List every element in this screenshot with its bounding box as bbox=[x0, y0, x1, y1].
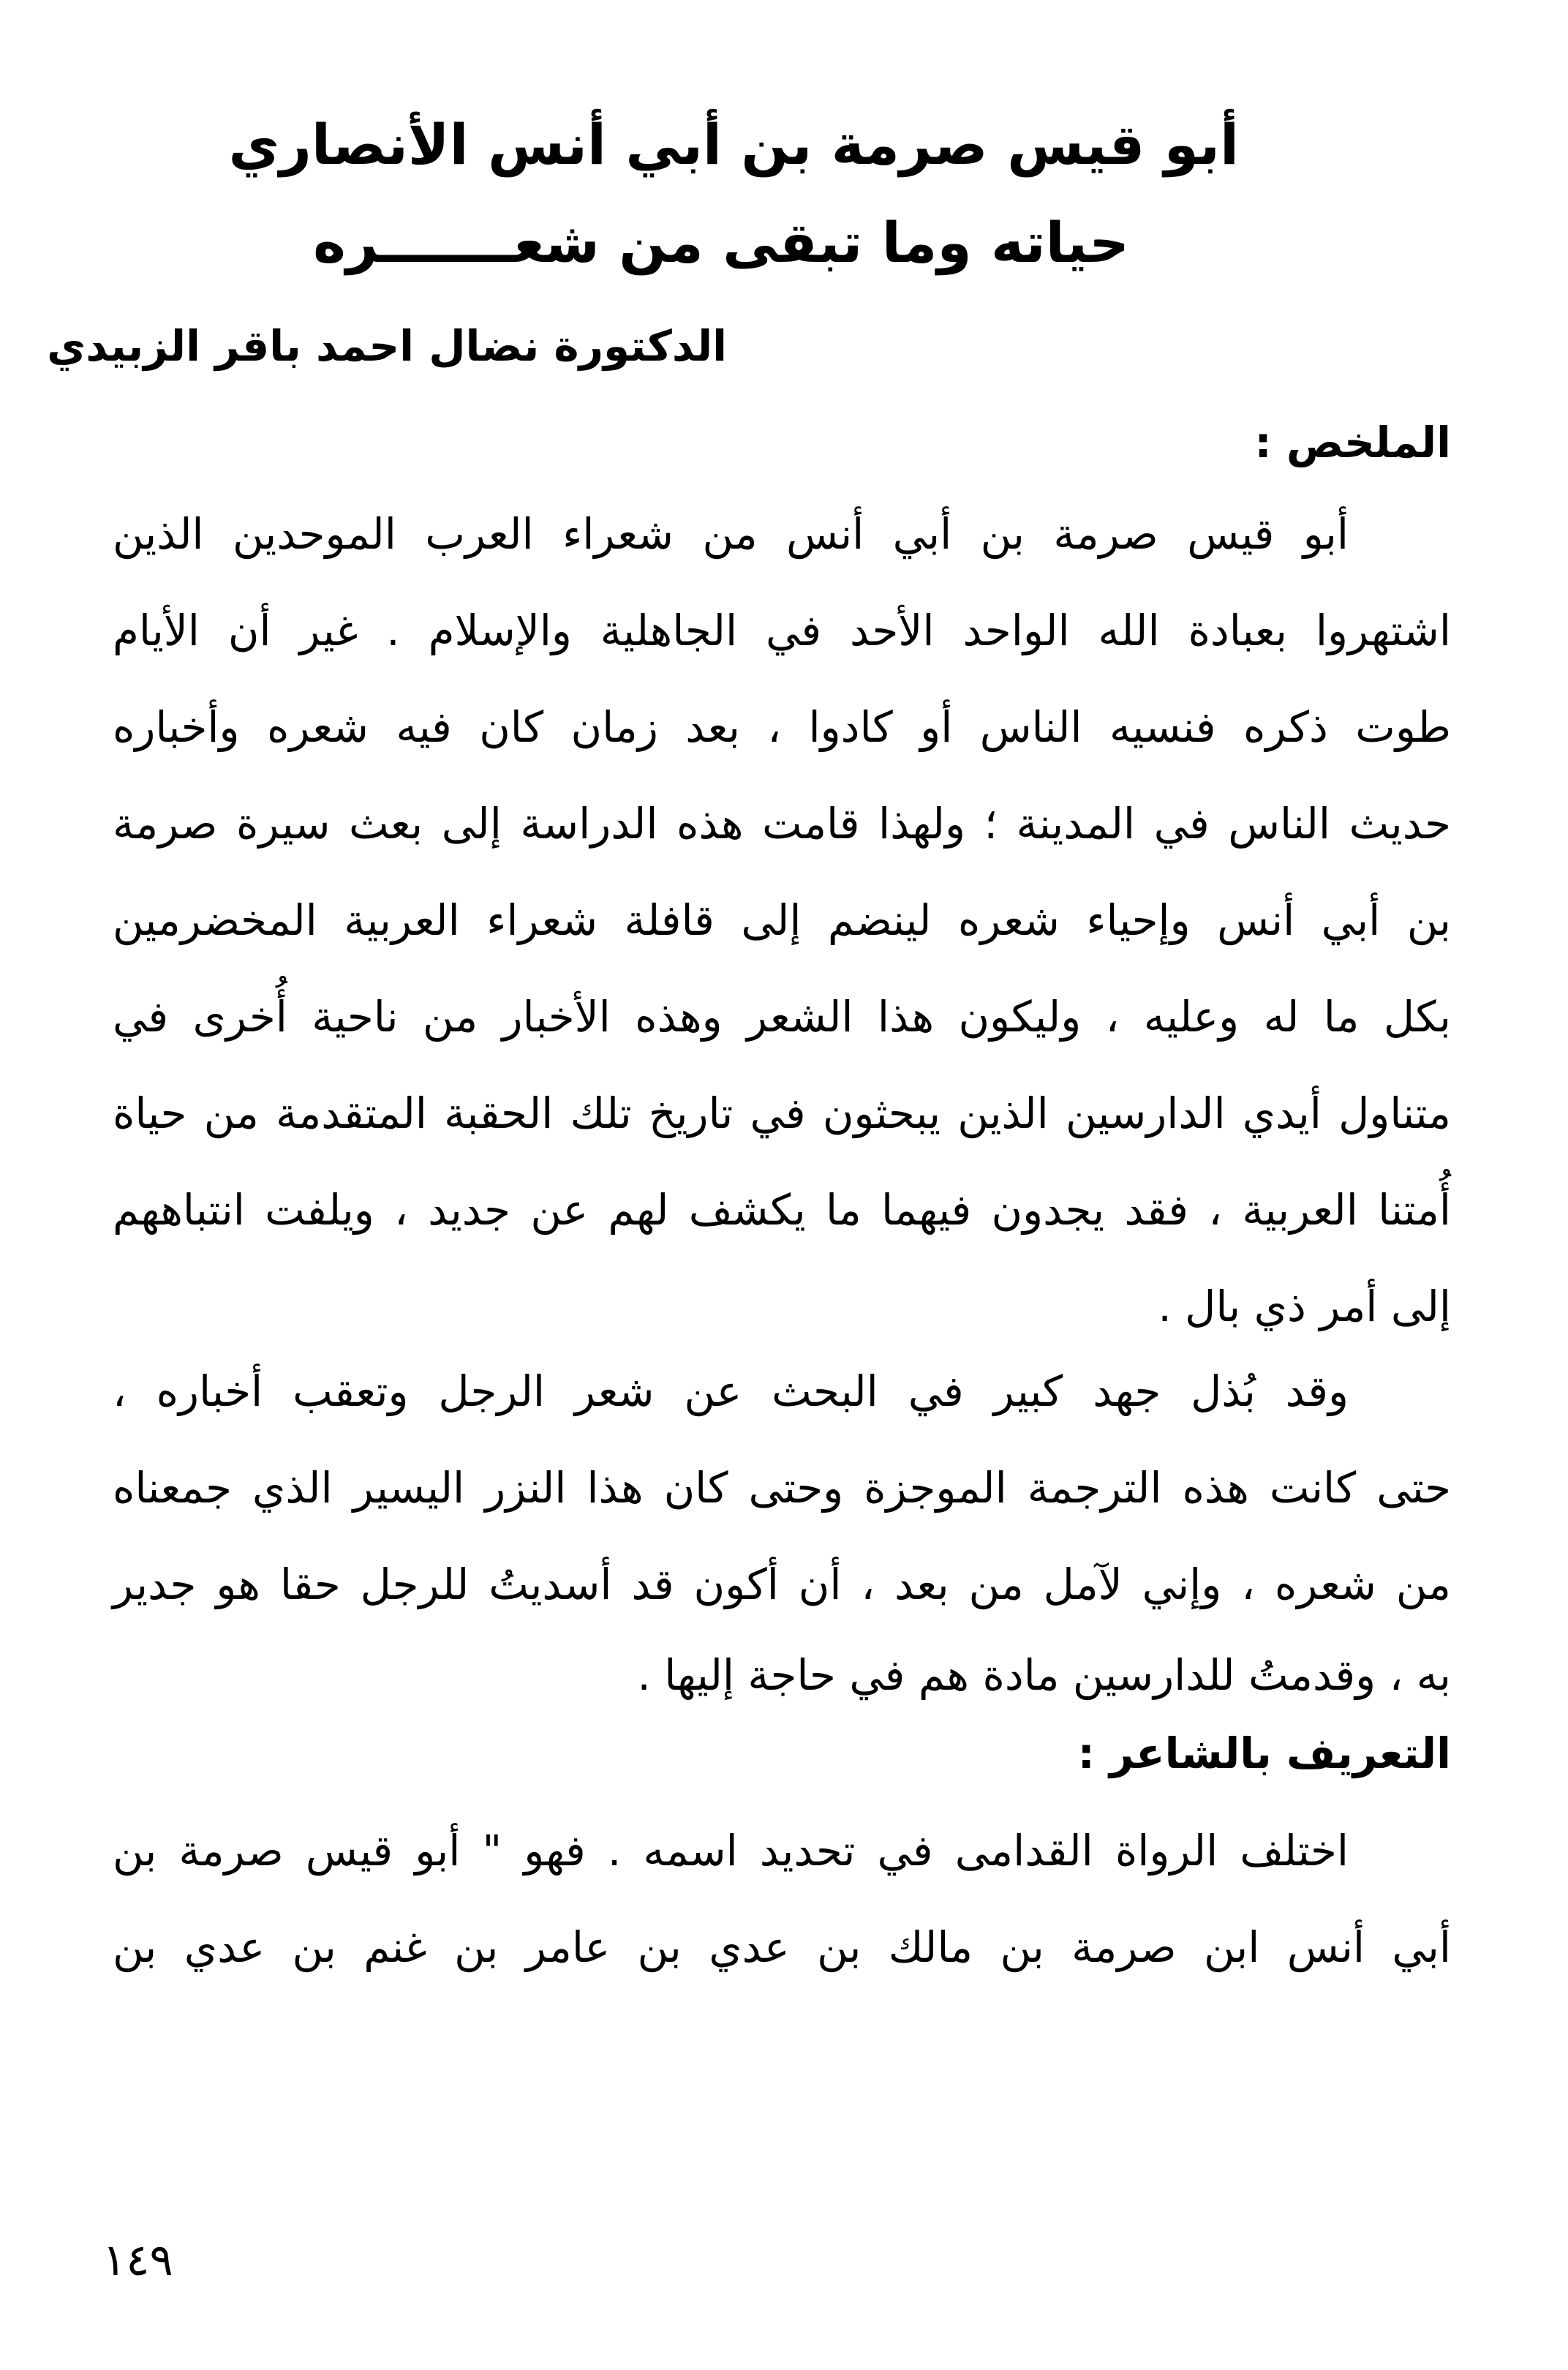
article-title: أبو قيس صرمة بن أبي أنس الأنصاري bbox=[228, 112, 1239, 177]
text-line: من شعره ، وإني لآمل من بعد ، أن أكون قد أسديتُ للرجل حقا هو جدير bbox=[113, 1560, 1451, 1609]
author-name: الدكتورة نضال احمد باقر الزبيدي bbox=[47, 321, 727, 371]
text-line: إلى أمر ذي بال . bbox=[1158, 1282, 1451, 1331]
text-line: طوت ذكره فنسيه الناس أو كادوا ، بعد زمان كان فيه شعره وأخباره bbox=[113, 702, 1451, 752]
text-line: حديث الناس في المدينة ؛ ولهذا قامت هذه الدراسة إلى بعث سيرة صرمة bbox=[113, 799, 1451, 849]
text-line: أُمتنا العربية ، فقد يجدون فيهما ما يكشف لهم عن جديد ، ويلفت انتباههم bbox=[113, 1185, 1451, 1235]
abstract-heading: الملخص : bbox=[1254, 418, 1451, 467]
page-number: ١٤٩ bbox=[102, 2235, 173, 2286]
text-line: بكل ما له وعليه ، وليكون هذا الشعر وهذه الأخبار من ناحية أُخرى في bbox=[113, 992, 1451, 1042]
text-line: اختلف الرواة القدامى في تحديد اسمه . فهو " أبو قيس صرمة بن bbox=[113, 1826, 1349, 1876]
text-line: متناول أيدي الدارسين الذين يبحثون في تاريخ تلك الحقبة المتقدمة من حياة bbox=[113, 1088, 1451, 1138]
text-line: اشتهروا بعبادة الله الواحد الأحد في الجاهلية والإسلام . غير أن الأيام bbox=[113, 606, 1451, 655]
introduction-heading: التعريف بالشاعر : bbox=[1077, 1728, 1451, 1778]
text-line: أبي أنس ابن صرمة بن مالك بن عدي بن عامر بن غنم بن عدي بن bbox=[113, 1922, 1451, 1972]
text-line: حتى كانت هذه الترجمة الموجزة وحتى كان هذا النزر اليسير الذي جمعناه bbox=[113, 1463, 1451, 1513]
text-line: بن أبي أنس وإحياء شعره لينضم إلى قافلة شعراء العربية المخضرمين bbox=[113, 895, 1451, 945]
text-line: أبو قيس صرمة بن أبي أنس من شعراء العرب الموحدين الذين bbox=[113, 509, 1349, 559]
article-subtitle: حياته وما تبقى من شعـــــــره bbox=[313, 210, 1129, 275]
text-line: وقد بُذل جهد كبير في البحث عن شعر الرجل وتعقب أخباره ، bbox=[113, 1366, 1349, 1416]
text-line: به ، وقدمتُ للدارسين مادة هم في حاجة إليها . bbox=[637, 1650, 1451, 1700]
